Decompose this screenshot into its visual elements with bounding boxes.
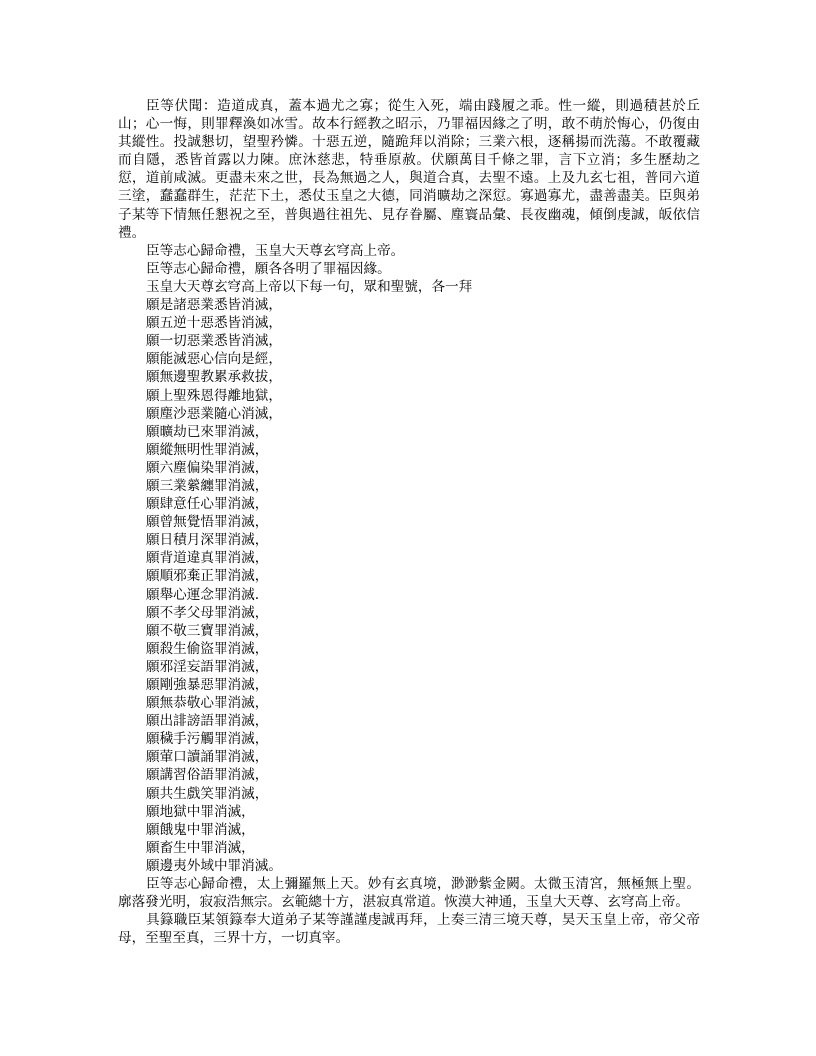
vow-line: 願能滅惡心信向是經， xyxy=(146,351,282,368)
vow-line: 願不孝父母罪消滅， xyxy=(146,604,269,621)
vow-line: 願塵沙惡業隨心消滅， xyxy=(146,405,282,422)
bow-line-1: 臣等志心歸命禮，玉皇大天尊玄穹高上帝。 xyxy=(146,242,405,259)
vow-line: 願縱無明性罪消滅， xyxy=(146,441,269,458)
closing-bow-paragraph: 臣等志心歸命禮，太上彌羅無上天。妙有玄真境，渺渺紫金闕。太微玉清宮，無極無上聖。廓落發光明，寂寂浩無宗。玄範總十方，湛寂真常道。恢漠大神通，玉皇大天尊、玄穹高上帝。 xyxy=(118,876,700,911)
vow-line: 願殺生偷盜罪消滅， xyxy=(146,640,269,657)
vow-line: 願背道違真罪消滅， xyxy=(146,550,269,567)
vow-line: 願邊夷外域中罪消滅。 xyxy=(146,857,282,874)
vow-line: 願餓鬼中罪消滅， xyxy=(146,821,255,838)
vow-line: 願邪淫妄語罪消滅， xyxy=(146,658,269,675)
vow-line: 願舉心運念罪消滅. xyxy=(146,586,260,603)
vow-line: 願五逆十惡悉皆消滅， xyxy=(146,315,282,332)
vow-line: 願順邪棄正罪消滅， xyxy=(146,568,269,585)
vow-line: 願肆意任心罪消滅， xyxy=(146,496,269,513)
vow-line: 願地獄中罪消滅， xyxy=(146,803,255,820)
vow-line: 願不敬三寶罪消滅， xyxy=(146,622,269,639)
instruction-line: 玉皇大天尊玄穹高上帝以下每一句，眾和聖號，各一拜 xyxy=(146,278,473,295)
vow-line: 願一切惡業悉皆消滅， xyxy=(146,333,282,350)
vow-line: 願無恭敬心罪消滅， xyxy=(146,695,269,712)
vow-line: 願穢手污觸罪消滅， xyxy=(146,731,269,748)
vow-line: 願無邊聖教累承救拔， xyxy=(146,369,282,386)
vow-line: 願上聖殊恩得離地獄， xyxy=(146,387,282,404)
document-body xyxy=(118,97,700,947)
vow-line: 願日積月深罪消滅， xyxy=(146,532,269,549)
vow-line: 願出誹謗語罪消滅， xyxy=(146,713,269,730)
vow-line: 願畜生中罪消滅， xyxy=(146,839,255,856)
vow-line: 願講習俗語罪消滅， xyxy=(146,767,269,784)
vow-line: 願剛強暴惡罪消滅， xyxy=(146,677,269,693)
vow-line: 願曠劫已來罪消滅， xyxy=(146,423,269,440)
vow-line: 願六塵偏染罪消滅， xyxy=(146,459,269,476)
intro-paragraph: 臣等伏聞：造道成真，蓋本過尤之寡；從生入死，端由踐履之乖。性一縱，則過積甚於丘山；心一悔，則罪釋渙如冰雪。故本行經教之昭示，乃罪福因緣之了明，敢不萌於悔心，仍復由其縱性。投誠懇切，望聖矜憐。十惡五逆，隨跪拜以消除；三業六根，逐稱揚而洗蕩。不敢覆藏而自隱，悉皆首露以力陳。庶沐慈悲，特垂原赦。伏願萬目千條之罪，言下立消；多生歷劫之愆，道前咸滅。更盡未來之世，長為無過之人，與道合真，去聖不遠。上及九玄七祖，普同六道三塗，蠢蠢群生，茫茫下土，悉仗玉皇之大德，同消曠劫之深愆。寡過寡尤，盡善盡美。臣與弟子某等下情無任懇祝之至，普與過往祖先、見存眷屬、塵寰品彙、長夜幽魂，傾倒虔誠，皈依信禮。 xyxy=(118,98,700,241)
vow-line: 願三業縈纏罪消滅， xyxy=(146,477,269,494)
bow-line-2: 臣等志心歸命禮，願各各明了罪福因緣。 xyxy=(146,260,391,277)
vow-list xyxy=(118,296,700,875)
vow-line: 願曾無覺悟罪消滅， xyxy=(146,514,269,531)
vow-line: 願共生戲笑罪消滅， xyxy=(146,785,269,802)
vow-line: 願是諸惡業悉皆消滅， xyxy=(146,297,282,314)
final-paragraph: 具籙職臣某領籙奉大道弟子某等謹謹虔誠再拜，上奏三清三境天尊，昊天玉皇上帝，帝父帝母，至聖至真，三界十方，一切真宰。 xyxy=(118,912,700,947)
vow-line: 願葷口讀誦罪消滅， xyxy=(146,749,269,766)
